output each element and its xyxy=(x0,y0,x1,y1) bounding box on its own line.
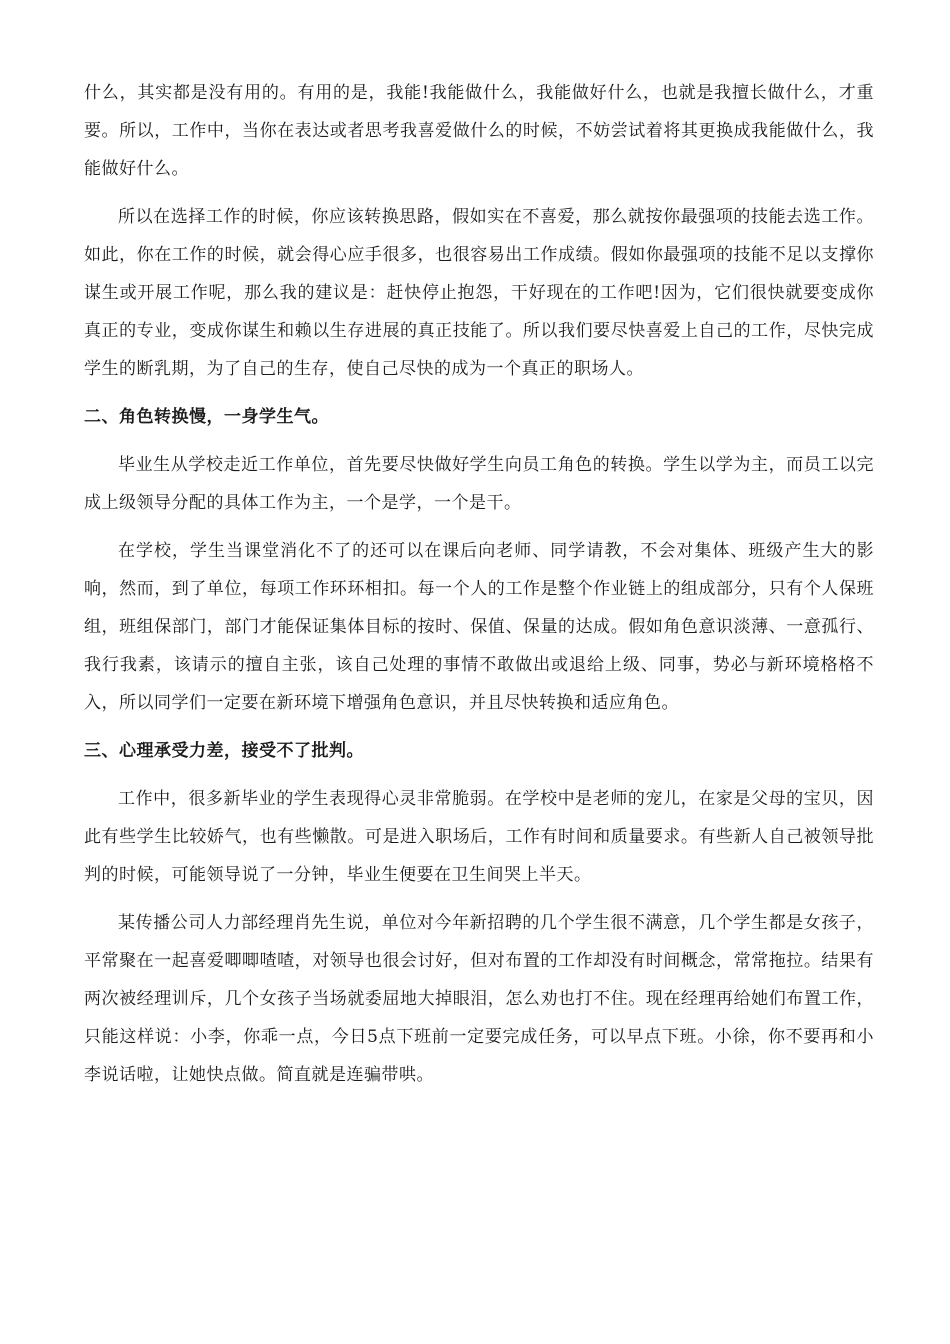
paragraph-4: 在学校，学生当课堂消化不了的还可以在课后向老师、同学请教，不会对集体、班级产生大的影响，然而，到了单位，每项工作环环相扣。每一个人的工作是整个作业链上的组成部分，只有个人保班组，班组保部门，部门才能保证集体目标的按时、保值、保量的达成。假如角色意识淡薄、一意孤行、我行我素，该请示的擅自主张，该自己处理的事情不敢做出或退给上级、同事，势必与新环境格格不入，所以同学们一定要在新环境下增强角色意识，并且尽快转换和适应角色。 xyxy=(84,541,874,713)
section-heading-2: 二、角色转换慢，一身学生气。 xyxy=(84,407,329,427)
section-heading-3: 三、心理承受力差，接受不了批判。 xyxy=(84,741,364,761)
paragraph-1: 什么，其实都是没有用的。有用的是，我能!我能做什么，我能做好什么，也就是我擅长做什么，才重要。所以，工作中，当你在表达或者思考我喜爱做什么的时候，不妨尝试着将其更换成我能做什么，我能做好什么。 xyxy=(84,83,874,179)
paragraph-2: 所以在选择工作的时候，你应该转换思路，假如实在不喜爱，那么就按你最强项的技能去选工作。如此，你在工作的时候，就会得心应手很多，也很容易出工作成绩。假如你最强项的技能不足以支撑你谋生或开展工作呢，那么我的建议是：赶快停止抱怨，干好现在的工作吧!因为，它们很快就要变成你真正的专业，变成你谋生和赖以生存进展的真正技能了。所以我们要尽快喜爱上自己的工作，尽快完成学生的断乳期，为了自己的生存，使自己尽快的成为一个真正的职场人。 xyxy=(84,207,874,379)
paragraph-3: 毕业生从学校走近工作单位，首先要尽快做好学生向员工角色的转换。学生以学为主，而员工以完成上级领导分配的具体工作为主，一个是学，一个是干。 xyxy=(84,455,874,513)
document-page xyxy=(84,74,874,1104)
paragraph-5: 工作中，很多新毕业的学生表现得心灵非常脆弱。在学校中是老师的宠儿，在家是父母的宝贝，因此有些学生比较娇气，也有些懒散。可是进入职场后，工作有时间和质量要求。有些新人自己被领导批判的时候，可能领导说了一分钟，毕业生便要在卫生间哭上半天。 xyxy=(84,789,874,885)
paragraph-6: 某传播公司人力部经理肖先生说，单位对今年新招聘的几个学生很不满意，几个学生都是女孩子，平常聚在一起喜爱唧唧喳喳，对领导也很会讨好，但对布置的工作却没有时间概念，常常拖拉。结果有两次被经理训斥，几个女孩子当场就委屈地大掉眼泪，怎么劝也打不住。现在经理再给她们布置工作，只能这样说：小李，你乖一点，今日5点下班前一定要完成任务，可以早点下班。小徐，你不要再和小李说话啦，让她快点做。简直就是连骗带哄。 xyxy=(84,913,874,1085)
